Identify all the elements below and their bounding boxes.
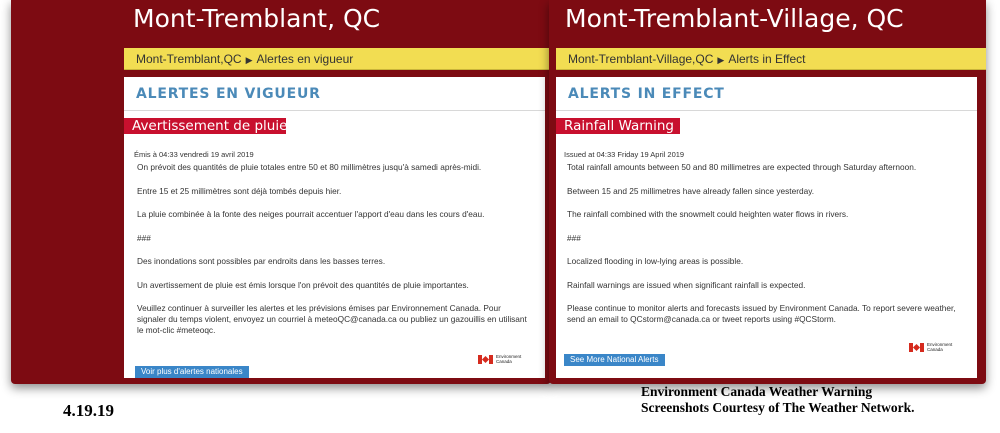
warning-title-bar: Rainfall Warning	[556, 118, 680, 134]
caption	[641, 384, 914, 416]
warning-body	[567, 162, 972, 338]
warning-paragraph: Please continue to monitor alerts and forecasts issued by Environment Canada. To report severe weather, send an email to QCstorm@canada.ca or tweet reports using #QCStorm.	[567, 303, 956, 324]
breadcrumb-arrow-icon: ▶	[717, 55, 725, 65]
breadcrumb-location-link[interactable]: Mont-Tremblant,QC	[136, 52, 242, 66]
warning-paragraph: Veuillez continuer à surveiller les alertes et les prévisions émises par Environnement Canada. Pour signaler du temps violent, envoyez un courriel à meteoQC@canada.ca ou publiez un gazouillis en utilisant le mot-clic #meteoqc.	[137, 303, 527, 335]
see-more-alerts-button[interactable]: Voir plus d'alertes nationales	[135, 366, 249, 378]
warning-paragraph: Un avertissement de pluie est émis lorsque l'on prévoit des quantités de pluie importantes.	[137, 279, 469, 290]
warning-title-bar: Avertissement de pluie	[124, 118, 286, 134]
left-alert-panel	[11, 0, 551, 384]
alerts-heading: ALERTES EN VIGUEUR	[136, 86, 321, 102]
divider	[556, 110, 977, 111]
caption-line-2: Screenshots Courtesy of The Weather Network.	[641, 400, 915, 415]
page-title: Mont-Tremblant, QC	[133, 4, 381, 33]
warning-paragraph: ###	[567, 232, 581, 243]
warning-paragraph: Des inondations sont possibles par endroits dans les basses terres.	[137, 256, 386, 266]
warning-paragraph: Between 15 and 25 millimetres have already fallen since yesterday.	[567, 185, 815, 196]
breadcrumb	[124, 48, 551, 70]
logo-line-1: Environment	[927, 342, 953, 347]
alerts-heading: ALERTS IN EFFECT	[568, 86, 725, 102]
logo-line-1: Environment	[496, 354, 522, 359]
warning-paragraph: Entre 15 et 25 millimètres sont déjà tombés depuis hier.	[137, 185, 342, 196]
environment-canada-logo	[478, 354, 521, 364]
warning-paragraph: Rainfall warnings are issued when significant rainfall is expected.	[567, 279, 806, 290]
divider	[124, 110, 545, 111]
screenshot-date: 4.19.19	[63, 401, 114, 420]
warning-paragraph: La pluie combinée à la fonte des neiges pourrait accentuer l'apport d'eau dans les cours d'eau.	[137, 209, 485, 219]
warning-paragraph: The rainfall combined with the snowmelt could heighten water flows in rivers.	[567, 209, 849, 219]
logo-line-2: Canada	[927, 347, 943, 352]
alert-card	[556, 77, 977, 378]
warning-paragraph: Localized flooding in low-lying areas is possible.	[567, 256, 744, 266]
breadcrumb-location-link[interactable]: Mont-Tremblant-Village,QC	[568, 52, 714, 66]
breadcrumb-current-page: Alertes en vigueur	[256, 52, 354, 66]
see-more-alerts-button[interactable]: See More National Alerts	[564, 354, 665, 366]
warning-body	[137, 162, 529, 349]
breadcrumb	[556, 48, 986, 70]
page-title: Mont-Tremblant-Village, QC	[565, 4, 904, 33]
canada-flag-icon	[478, 355, 493, 364]
right-alert-panel	[549, 0, 986, 384]
warning-paragraph: ###	[137, 232, 151, 243]
issued-timestamp: Émis à 04:33 vendredi 19 avril 2019	[134, 150, 254, 159]
environment-canada-logo	[909, 342, 952, 352]
logo-line-2: Canada	[496, 359, 512, 364]
canada-flag-icon	[909, 343, 924, 352]
issued-timestamp: Issued at 04:33 Friday 19 April 2019	[564, 150, 685, 159]
caption-line-1: Environment Canada Weather Warning	[641, 384, 873, 399]
breadcrumb-current-page: Alerts in Effect	[728, 52, 806, 66]
breadcrumb-arrow-icon: ▶	[245, 55, 253, 65]
warning-paragraph: Total rainfall amounts between 50 and 80 millimetres are expected through Saturday afternoon.	[567, 162, 917, 172]
warning-paragraph: On prévoit des quantités de pluie totales entre 50 et 80 millimètres jusqu'à samedi après-midi.	[137, 162, 482, 172]
alert-card	[124, 77, 545, 378]
